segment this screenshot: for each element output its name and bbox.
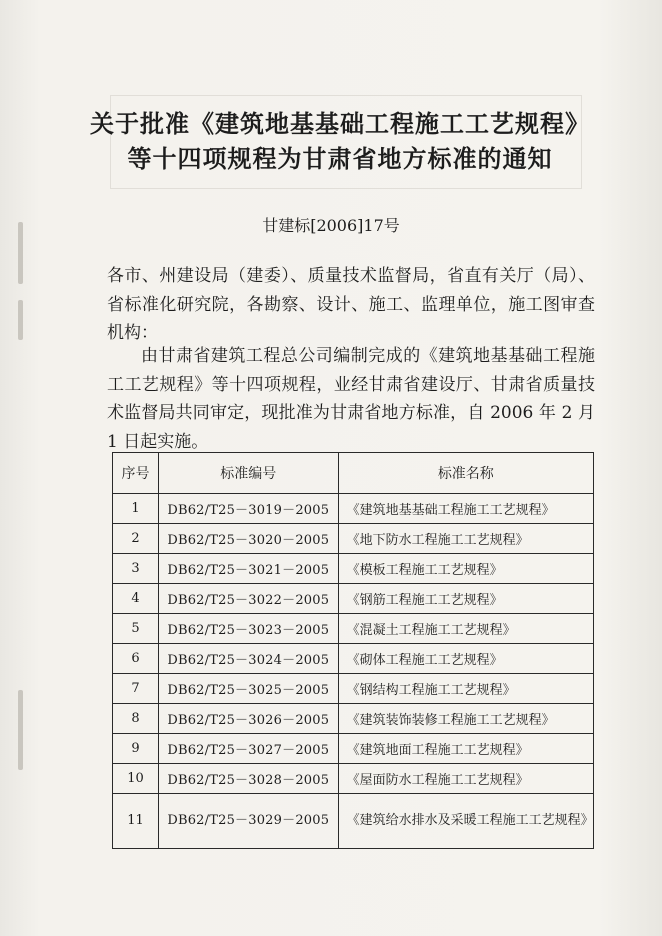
row-serial: 9 xyxy=(113,734,159,764)
row-serial: 2 xyxy=(113,524,159,554)
table-row xyxy=(113,494,594,524)
row-serial: 7 xyxy=(113,674,159,704)
table-header-row xyxy=(113,453,594,494)
row-code: DB62/T25－3024－2005 xyxy=(158,644,338,674)
row-serial: 3 xyxy=(113,554,159,584)
title-line-1: 关于批准《建筑地基基础工程施工工艺规程》 xyxy=(90,109,590,138)
row-serial: 1 xyxy=(113,494,159,524)
row-code: DB62/T25－3026－2005 xyxy=(158,704,338,734)
header-name: 标准名称 xyxy=(338,453,593,494)
table-row xyxy=(113,614,594,644)
row-name: 《建筑装饰装修工程施工工艺规程》 xyxy=(338,704,593,734)
row-name: 《模板工程施工工艺规程》 xyxy=(338,554,593,584)
row-name: 《混凝土工程施工工艺规程》 xyxy=(338,614,593,644)
binding-hole-mark xyxy=(18,690,23,770)
row-name: 《建筑地面工程施工工艺规程》 xyxy=(338,734,593,764)
table-row xyxy=(113,704,594,734)
row-name: 《建筑地基基础工程施工工艺规程》 xyxy=(338,494,593,524)
row-serial: 6 xyxy=(113,644,159,674)
binding-hole-mark xyxy=(18,300,23,340)
row-code: DB62/T25－3028－2005 xyxy=(158,764,338,794)
row-code: DB62/T25－3022－2005 xyxy=(158,584,338,614)
table-row xyxy=(113,584,594,614)
table-row xyxy=(113,764,594,794)
row-name: 《屋面防水工程施工工艺规程》 xyxy=(338,764,593,794)
table-row xyxy=(113,554,594,584)
body-paragraph: 由甘肃省建筑工程总公司编制完成的《建筑地基基础工程施工工艺规程》等十四项规程，业经甘肃省建设厅、甘肃省质量技术监督局共同审定，现批准为甘肃省地方标准，自 2006 年 2 月 1 日起实施。 xyxy=(107,346,595,452)
row-code: DB62/T25－3019－2005 xyxy=(158,494,338,524)
header-code: 标准编号 xyxy=(158,453,338,494)
row-name: 《建筑给水排水及采暖工程施工工艺规程》 xyxy=(338,794,593,849)
title-line-2: 等十四项规程为甘肃省地方标准的通知 xyxy=(127,144,553,173)
row-name: 《砌体工程施工工艺规程》 xyxy=(338,644,593,674)
addressee-paragraph: 各市、州建设局（建委）、质量技术监督局，省直有关厅（局）、省标准化研究院，各勘察、设计、施工、监理单位，施工图审查机构： xyxy=(107,266,595,343)
table-row xyxy=(113,524,594,554)
row-code: DB62/T25－3023－2005 xyxy=(158,614,338,644)
row-code: DB62/T25－3029－2005 xyxy=(158,794,338,849)
table-row xyxy=(113,794,594,849)
standards-table xyxy=(112,452,594,849)
row-name: 《钢结构工程施工工艺规程》 xyxy=(338,674,593,704)
row-serial: 10 xyxy=(113,764,159,794)
row-serial: 8 xyxy=(113,704,159,734)
row-serial: 4 xyxy=(113,584,159,614)
header-serial: 序号 xyxy=(113,453,159,494)
row-name: 《地下防水工程施工工艺规程》 xyxy=(338,524,593,554)
table-row xyxy=(113,674,594,704)
row-serial: 11 xyxy=(113,794,159,849)
row-code: DB62/T25－3021－2005 xyxy=(158,554,338,584)
row-name: 《钢筋工程施工工艺规程》 xyxy=(338,584,593,614)
row-serial: 5 xyxy=(113,614,159,644)
document-number: 甘建标[2006]17号 xyxy=(262,216,400,235)
table-row xyxy=(113,644,594,674)
table-row xyxy=(113,734,594,764)
row-code: DB62/T25－3020－2005 xyxy=(158,524,338,554)
notice-title xyxy=(60,106,620,176)
row-code: DB62/T25－3025－2005 xyxy=(158,674,338,704)
row-code: DB62/T25－3027－2005 xyxy=(158,734,338,764)
